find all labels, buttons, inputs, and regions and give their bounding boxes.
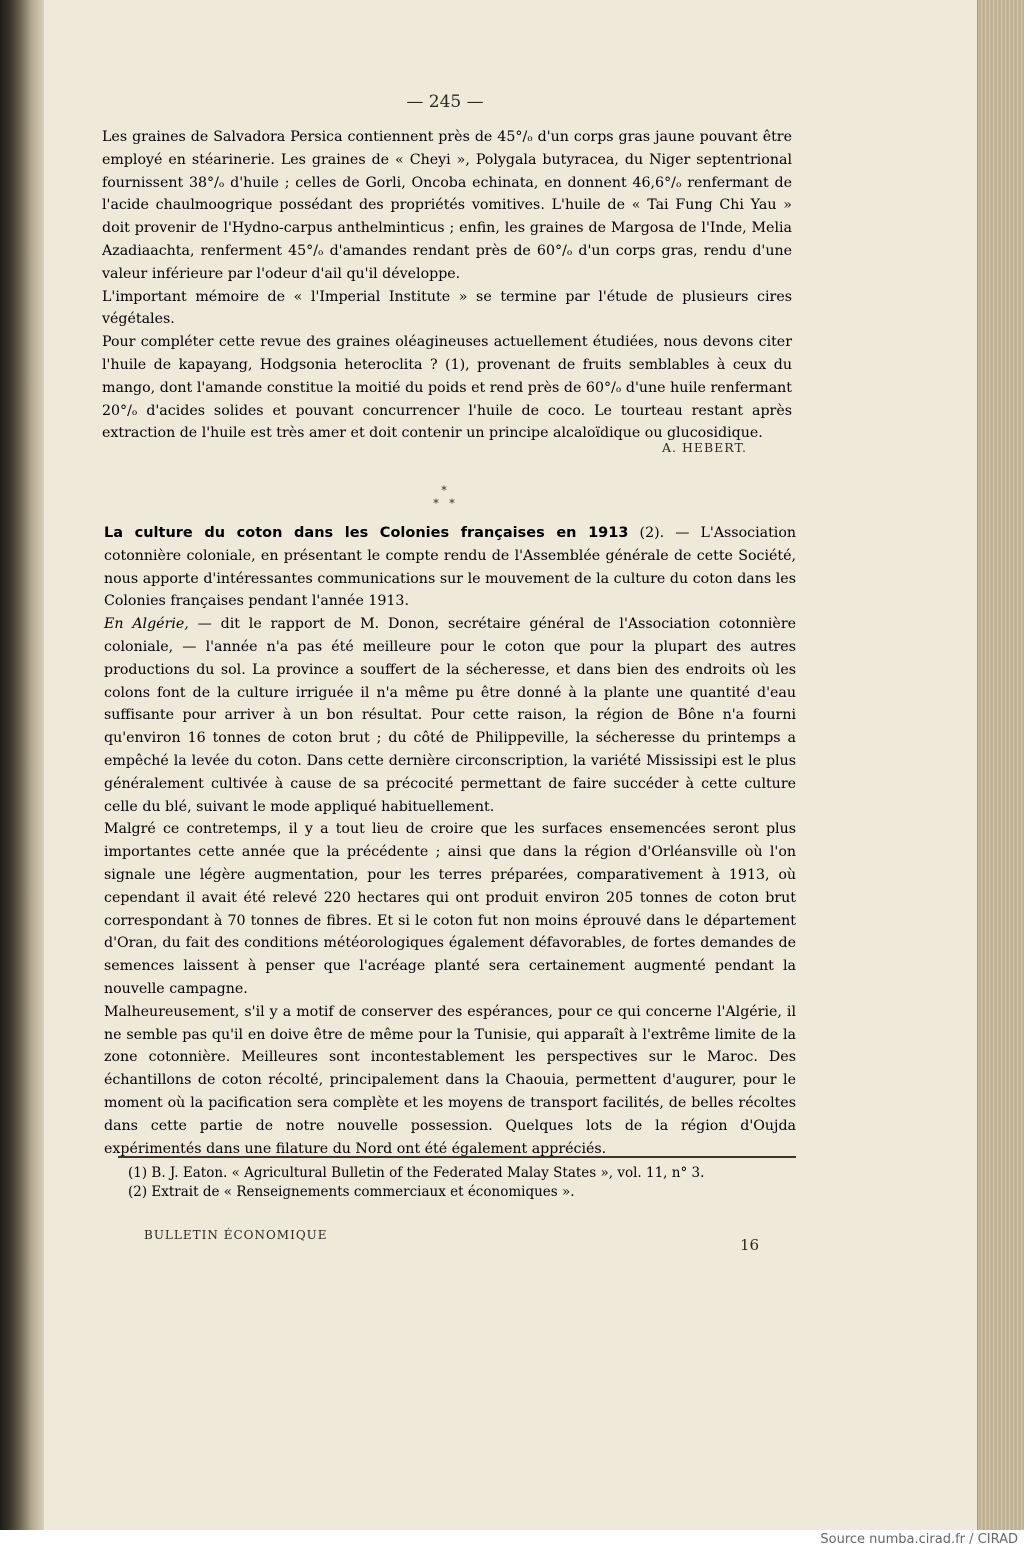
author-signature: A. HEBERT.: [662, 440, 747, 455]
paragraph: Les graines de Salvadora Persica contiennent près de 45°/ₒ d'un corps gras jaune pouvant être employé en stéarinerie. Les graines de « Cheyi », Polygala butyracea, du Niger septentrional fournissent 38°/ₒ d'huile ; celles de Gorli, Oncoba echinata, en donnent 46,6°/ₒ renfermant de l'acide chaulmoogrique possédant des propriétés vomitives. L'huile de « Tai Fung Chi Yau » doit provenir de l'Hydno-carpus anthelminticus ; enfin, les graines de Margosa de l'Inde, Melia Azadiaachta, renferment 45°/ₒ d'amandes rendant près de 60°/ₒ d'un corps gras, rendu d'une valeur inférieure par l'odeur d'ail qu'il développe.: [102, 129, 792, 282]
cotton-section: [104, 522, 796, 1160]
footnote-rule: [118, 1156, 796, 1158]
section-title: La culture du coton dans les Colonies françaises en 1913: [104, 525, 629, 541]
paragraph: Pour compléter cette revue des graines oléagineuses actuellement étudiées, nous devons citer l'huile de kapayang, Hodgsonia heteroclita ? (1), provenant de fruits semblables à ceux du mango, dont l'amande constitue la moitié du poids et rend près de 60°/ₒ d'une huile renfermant 20°/ₒ d'acides solides et pouvant concurrencer l'huile de coco. Le tourteau restant après extraction de l'huile est très amer et doit contenir un principe alcaloïdique ou glucosidique.: [102, 334, 792, 442]
page-edges: [977, 0, 1024, 1530]
paragraph-text: — dit le rapport de M. Donon, secrétaire général de l'Association cotonnière coloniale, — l'année n'a pas été meilleure pour le coton que pour la plupart des autres productions du sol. La province a souffert de la sécheresse, et dans bien des endroits où les colons font de la culture irriguée il n'a même pu être donné à la plante une quantité d'eau suffisante pour arriver à un bon résultat. Pour cette raison, la région de Bône n'a fourni qu'environ 16 tonnes de coton brut ; du côté de Philippeville, la sécheresse du printemps a empêché la levée du coton. Dans cette dernière circonscription, la variété Mississipi est le plus généralement cultivée à cause de sa précocité permettant de faire succéder à cette culture celle du blé, suivant le mode appliqué habituellement.: [104, 616, 797, 815]
footnotes: [128, 1164, 800, 1202]
footnote: (2) Extrait de « Renseignements commerciaux et économiques ».: [128, 1184, 575, 1200]
source-credit: Source numba.cirad.fr / CIRAD: [820, 1532, 1018, 1547]
paragraph: L'important mémoire de « l'Imperial Institute » se termine par l'étude de plusieurs cires végétales.: [102, 288, 792, 328]
oilseeds-section: [102, 126, 792, 445]
running-footer: BULLETIN ÉCONOMIQUE: [144, 1228, 328, 1242]
folio-number: 16: [740, 1236, 760, 1254]
paragraph: [104, 613, 796, 818]
paragraph: Malgré ce contretemps, il y a tout lieu de croire que les surfaces ensemencées seront plus importantes cette année que la précédente ; ainsi que dans la région d'Orléansville où l'on signale une légère augmentation, pour les terres préparées, comparativement à 1913, où cependant il avait été relevé 220 hectares qui ont produit environ 205 tonnes de coton brut correspondant à 70 tonnes de fibres. Et si le coton fut non moins éprouvé dans le département d'Oran, du fait des conditions météorologiques également défavorables, de fortes demandes de semences laissent à penser que l'acréage planté sera certainement augmenté pendant la nouvelle campagne.: [104, 821, 796, 997]
footnote-ref: (2).: [639, 525, 665, 541]
paragraph: Malheureusement, s'il y a motif de conserver des espérances, pour ce qui concerne l'Algérie, il ne semble pas qu'il en doive être de même pour la Tunisie, qui apparaît à l'extrême limite de la zone cotonnière. Meilleures sont incontestablement les perspectives sur le Maroc. Des échantillons de coton récolté, principalement dans la Chaouia, permettent d'augurer, pour le moment où la pacification sera complète et les moyens de transport facilités, de belles récoltes dans cette partie de notre nouvelle possession. Quelques lots de la région d'Oujda expérimentés dans une filature du Nord ont été également appréciés.: [104, 1003, 796, 1157]
paragraph-text: — L'Association cotonnière coloniale, en présentant le compte rendu de l'Assemblée générale de cette Société, nous apporte d'intéressantes communications sur le mouvement de la culture du coton dans les Colonies françaises pendant l'année 1913.: [104, 525, 796, 610]
footnote: (1) B. J. Eaton. « Agricultural Bulletin of the Federated Malay States », vol. 11, n° 3.: [128, 1165, 705, 1181]
page-number: — 245 —: [406, 92, 484, 112]
book-binding: [0, 0, 44, 1530]
paragraph-lead: En Algérie,: [104, 616, 189, 633]
paragraph: [104, 522, 796, 613]
asterism-glyph: * * *: [433, 484, 455, 510]
section-asterism: [424, 484, 464, 514]
